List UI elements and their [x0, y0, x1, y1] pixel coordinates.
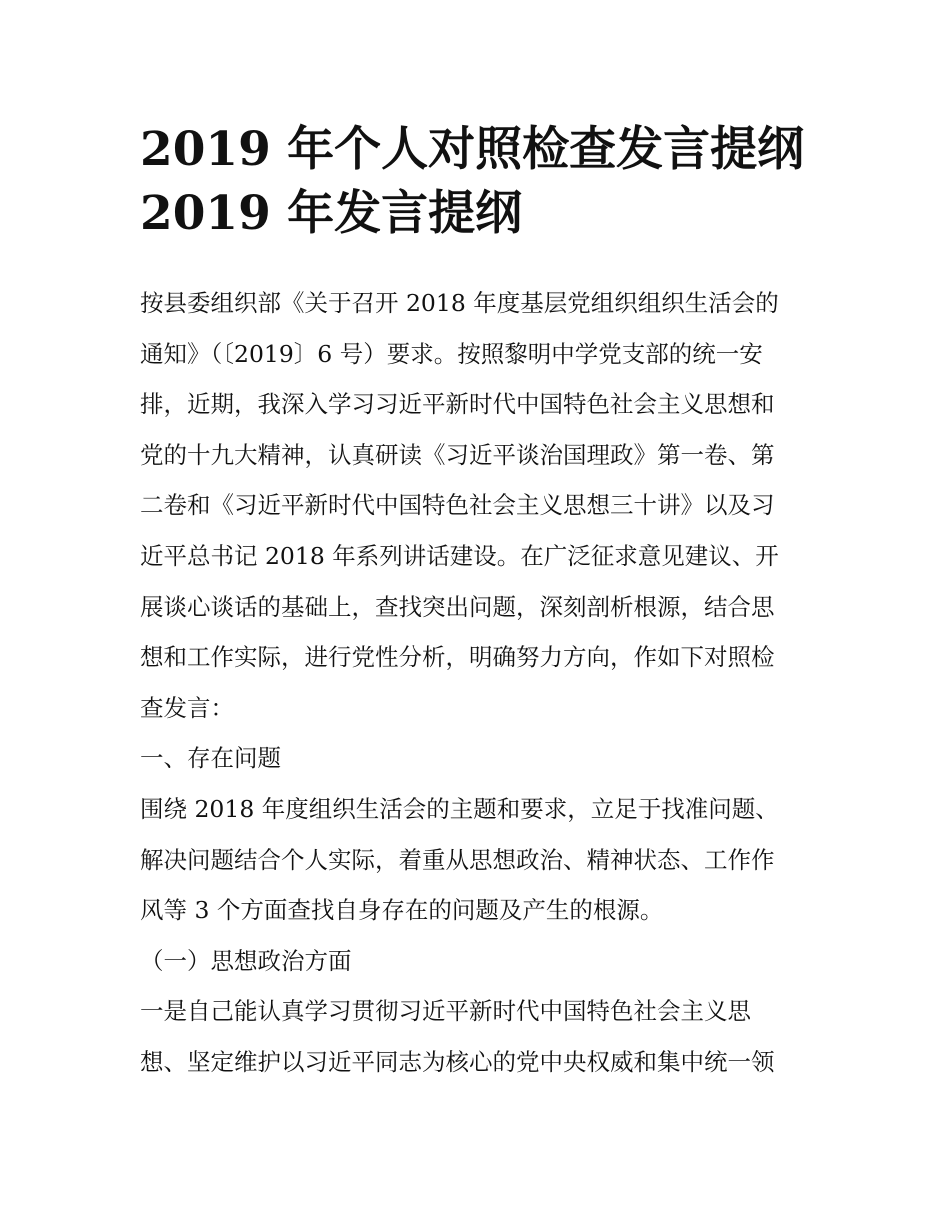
paragraph-line: 二卷和《习近平新时代中国特色社会主义思想三十讲》以及习	[140, 491, 775, 520]
paragraph-line: 查发言：	[140, 693, 234, 722]
document-title	[140, 118, 830, 246]
document-body	[140, 278, 820, 1088]
paragraph-line: 按县委组织部《关于召开 2018 年度基层党组织组织生活会的	[140, 289, 779, 317]
paragraph-line: 党的十九大精神，认真研读《习近平谈治国理政》第一卷、第	[140, 440, 775, 469]
paragraph-line: 近平总书记 2018 年系列讲话建设。在广泛征求意见建议、开	[140, 541, 779, 570]
paragraph-line: 风等 3 个方面查找自身存在的问题及产生的根源。	[140, 896, 664, 925]
paragraph-line: 围绕 2018 年度组织生活会的主题和要求，立足于找准问题、	[140, 794, 779, 823]
paragraph-line: 展谈心谈话的基础上，查找突出问题，深刻剖析根源，结合思	[140, 592, 775, 621]
paragraph-line: 通知》（〔2019〕6 号）要求。按照黎明中学党支部的统一安	[140, 339, 763, 368]
paragraph-line: 一是自己能认真学习贯彻习近平新时代中国特色社会主义思	[140, 997, 751, 1026]
section-heading: 一、存在问题	[140, 744, 281, 773]
subsection-heading: （一）思想政治方面	[140, 946, 352, 975]
paragraph-line: 想和工作实际，进行党性分析，明确努力方向，作如下对照检	[140, 643, 775, 672]
title-line-2: 2019 年发言提纲	[140, 186, 523, 241]
paragraph-line: 解决问题结合个人实际，着重从思想政治、精神状态、工作作	[140, 845, 775, 874]
paragraph-line: 排，近期，我深入学习习近平新时代中国特色社会主义思想和	[140, 390, 775, 419]
title-line-1: 2019 年个人对照检查发言提纲	[140, 122, 805, 177]
paragraph-line: 想、坚定维护以习近平同志为核心的党中央权威和集中统一领	[140, 1047, 775, 1076]
